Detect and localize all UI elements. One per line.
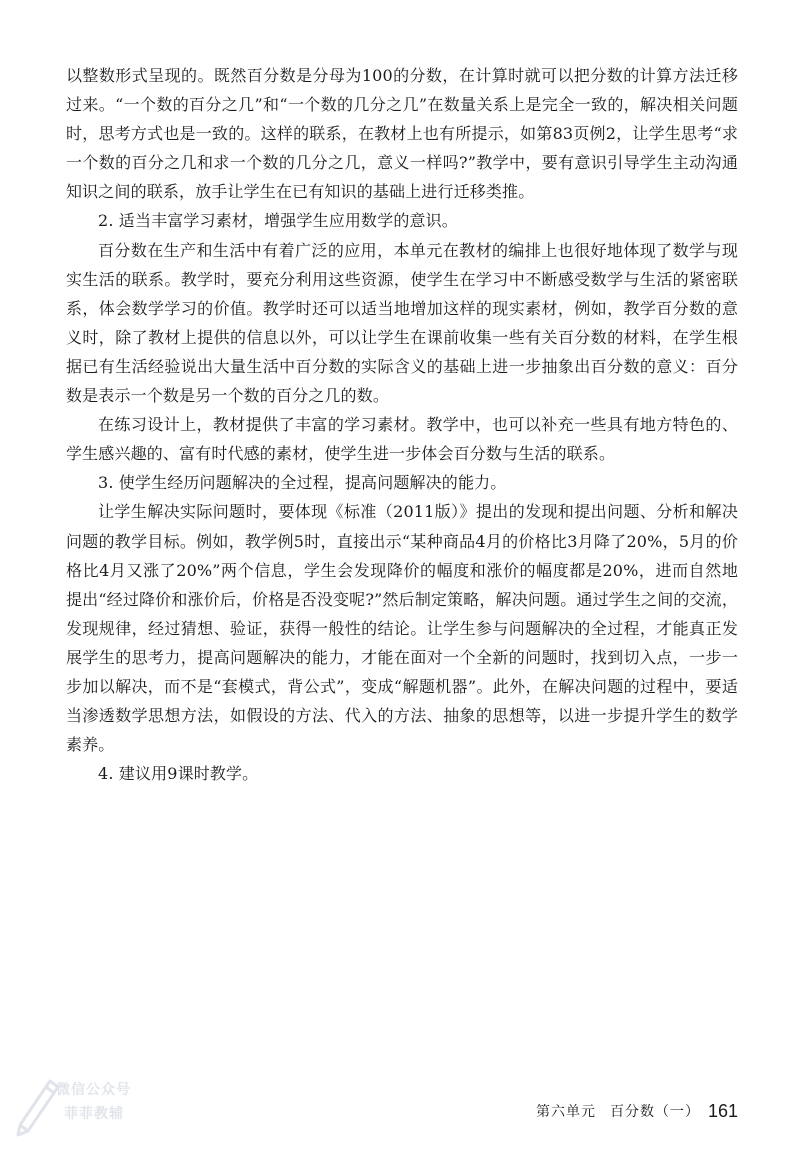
watermark-line-2: 菲菲教辅 <box>64 1106 124 1122</box>
heading-item-2: 2. 适当丰富学习素材，增强学生应用数学的意识。 <box>98 211 458 231</box>
paragraph-applications: 百分数在生产和生活中有着广泛的应用，本单元在教材的编排上也很好地体现了数学与现实生活的联系。教学时，要充分利用这些资源，使学生在学习中不断感受数学与生活的紧密联系，体会数学学习的价值。教学时还可以适当地增加这样的现实素材，例如，教学百分数的意义时，除了教材上提供的信息以外，可以让学生在课前收集一些有关百分数的材料，在学生根据已有生活经验说出大量生活中百分数的实际含义的基础上进一步抽象出百分数的意义：百分数是表示一个数是另一个数的百分之几的数。 <box>66 240 738 406</box>
page-footer <box>536 1097 756 1125</box>
watermark-line-1: 微信公众号 <box>56 1082 131 1098</box>
watermark <box>10 1067 140 1137</box>
heading-item-3: 3. 使学生经历问题解决的全过程，提高问题解决的能力。 <box>98 473 507 493</box>
pen-icon <box>10 1067 66 1137</box>
page-number: 161 <box>708 1101 739 1121</box>
footer-chapter: 百分数（一） <box>610 1104 700 1120</box>
paragraph-exercise-design: 在练习设计上，教材提供了丰富的学习素材。教学中，也可以补充一些具有地方特色的、学生感兴趣的、富有时代感的素材，使学生进一步体会百分数与生活的联系。 <box>66 415 738 464</box>
paragraph-continuation: 以整数形式呈现的。既然百分数是分母为100的分数，在计算时就可以把分数的计算方法迁移过来。“一个数的百分之几”和“一个数的几分之几”在数量关系上是完全一致的，解决相关问题时，思考方式也是一致的。这样的联系，在教材上也有所提示，如第83页例2，让学生思考“求一个数的百分之几和求一个数的几分之几，意义一样吗?”教学中，要有意识引导学生主动沟通知识之间的联系，放手让学生在已有知识的基础上进行迁移类推。 <box>66 66 738 202</box>
body-text <box>66 61 738 788</box>
footer-unit: 第六单元 <box>536 1104 596 1120</box>
heading-item-4: 4. 建议用9课时教学。 <box>98 764 259 784</box>
paragraph-problem-solving: 让学生解决实际问题时，要体现《标准（2011版）》提出的发现和提出问题、分析和解决问题的教学目标。例如，教学例5时，直接出示“某种商品4月的价格比3月降了20%，5月的价格比4月又涨了20%”两个信息，学生会发现降价的幅度和涨价的幅度都是20%，进而自然地提出“经过降价和涨价后，价格是否没变呢?”然后制定策略，解决问题。通过学生之间的交流，发现规律，经过猜想、验证，获得一般性的结论。让学生参与问题解决的全过程，才能真正发展学生的思考力，提高问题解决的能力，才能在面对一个全新的问题时，找到切入点，一步一步加以解决，而不是“套模式，背公式”，变成“解题机器”。此外，在解决问题的过程中，要适当渗透数学思想方法，如假设的方法、代入的方法、抽象的思想等，以进一步提升学生的数学素养。 <box>66 502 738 755</box>
